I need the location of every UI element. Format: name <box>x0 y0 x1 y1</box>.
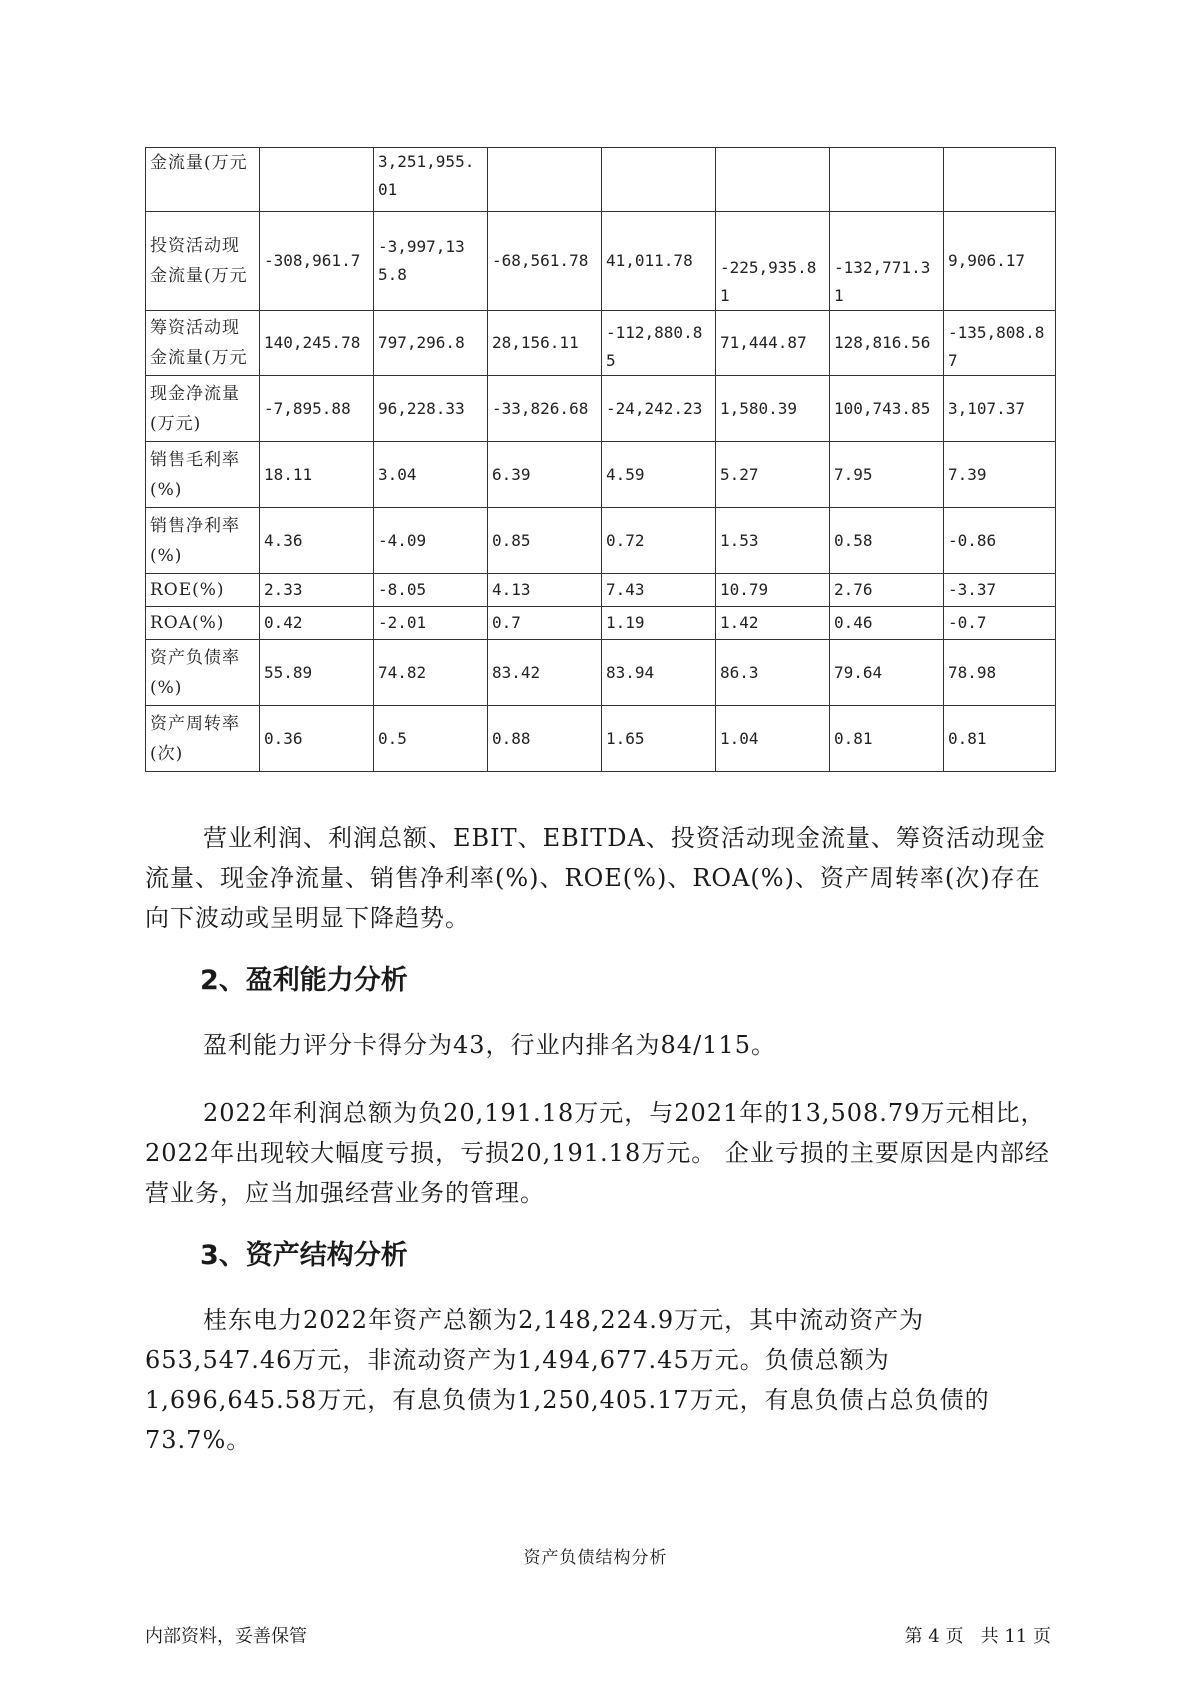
table-cell: 3.04 <box>374 442 488 508</box>
table-row <box>146 607 1056 640</box>
footer-confidential: 内部资料，妥善保管 <box>145 1626 307 1647</box>
table-cell: -7,895.88 <box>260 376 374 442</box>
table-cell: 1.19 <box>602 607 716 640</box>
table-cell: 7.95 <box>830 442 944 508</box>
table-cell: -68,561.78 <box>488 212 602 311</box>
table-cell: 1.04 <box>716 706 830 772</box>
table-cell: 28,156.11 <box>488 311 602 376</box>
table-cell: 0.81 <box>944 706 1056 772</box>
table-cell: 0.72 <box>602 508 716 574</box>
table-cell: -308,961.7 <box>260 212 374 311</box>
table-cell: -135,808.87 <box>944 311 1056 376</box>
table-cell: 7.43 <box>602 574 716 607</box>
table-cell: 5.27 <box>716 442 830 508</box>
table-cell: 1.65 <box>602 706 716 772</box>
table-cell: 3,251,955.01 <box>374 148 488 212</box>
table-cell: 100,743.85 <box>830 376 944 442</box>
table-cell: 96,228.33 <box>374 376 488 442</box>
table-cell: 0.7 <box>488 607 602 640</box>
table-cell: 797,296.8 <box>374 311 488 376</box>
table-cell: 71,444.87 <box>716 311 830 376</box>
row-label: 销售毛利率(%) <box>146 442 260 508</box>
table-row <box>146 311 1056 376</box>
table-cell: 9,906.17 <box>944 212 1056 311</box>
table-cell: -3.37 <box>944 574 1056 607</box>
table-cell: 2.76 <box>830 574 944 607</box>
row-label: ROE(%) <box>146 574 260 607</box>
financial-indicators-table <box>145 147 1056 772</box>
table-cell: 1,580.39 <box>716 376 830 442</box>
table-cell: 78.98 <box>944 640 1056 706</box>
table-cell: 0.58 <box>830 508 944 574</box>
row-label: 筹资活动现金流量(万元 <box>146 311 260 376</box>
table-cell <box>830 148 944 212</box>
table-cell: 4.36 <box>260 508 374 574</box>
table-cell <box>944 148 1056 212</box>
table-cell <box>488 148 602 212</box>
table-cell: 41,011.78 <box>602 212 716 311</box>
table-cell: 4.59 <box>602 442 716 508</box>
table-cell: 140,245.78 <box>260 311 374 376</box>
table-cell: 10.79 <box>716 574 830 607</box>
table-cell: -112,880.85 <box>602 311 716 376</box>
profitability-score-paragraph: 盈利能力评分卡得分为43，行业内排名为84/115。 <box>203 1031 776 1059</box>
table-cell: 0.42 <box>260 607 374 640</box>
table-row <box>146 212 1056 311</box>
table-cell: -4.09 <box>374 508 488 574</box>
table-cell: 55.89 <box>260 640 374 706</box>
table-cell: 79.64 <box>830 640 944 706</box>
table-cell: 0.81 <box>830 706 944 772</box>
row-label: ROA(%) <box>146 607 260 640</box>
row-label: 金流量(万元 <box>146 148 260 212</box>
table-cell: 2.33 <box>260 574 374 607</box>
row-label: 现金净流量(万元) <box>146 376 260 442</box>
table-cell: -225,935.81 <box>716 212 830 311</box>
table-row <box>146 148 1056 212</box>
table-cell: -132,771.31 <box>830 212 944 311</box>
table-row <box>146 640 1056 706</box>
row-label: 资产负债率(%) <box>146 640 260 706</box>
table-row <box>146 442 1056 508</box>
table-cell: -3,997,135.8 <box>374 212 488 311</box>
table-cell: 0.85 <box>488 508 602 574</box>
table-cell: 7.39 <box>944 442 1056 508</box>
section-heading-profitability: 2、盈利能力分析 <box>200 965 408 996</box>
table-cell: 1.53 <box>716 508 830 574</box>
table-cell: -0.7 <box>944 607 1056 640</box>
table-cell: -8.05 <box>374 574 488 607</box>
table-cell: 128,816.56 <box>830 311 944 376</box>
table-cell: 18.11 <box>260 442 374 508</box>
footer-page-number: 第 4 页 共 11 页 <box>904 1626 1051 1647</box>
section-heading-asset-structure: 3、资产结构分析 <box>200 1240 408 1271</box>
table-cell: 3,107.37 <box>944 376 1056 442</box>
table-cell: 83.94 <box>602 640 716 706</box>
table-cell: 4.13 <box>488 574 602 607</box>
table-cell: -0.86 <box>944 508 1056 574</box>
table-cell <box>602 148 716 212</box>
table-row <box>146 376 1056 442</box>
asset-structure-paragraph: 桂东电力2022年资产总额为2,148,224.9万元，其中流动资产为653,547.46万元，非流动资产为1,494,677.45万元。负债总额为1,696,645.58万元，有息负债为1,250,405.17万元，有息负债占总负债的73.7%。 <box>145 1306 990 1454</box>
row-label: 投资活动现金流量(万元 <box>146 212 260 311</box>
trend-paragraph: 营业利润、利润总额、EBIT、EBITDA、投资活动现金流量、筹资活动现金流量、现金净流量、销售净利率(%)、ROE(%)、ROA(%)、资产周转率(次)存在向下波动或呈明显下降趋势。 <box>145 824 1046 932</box>
table-cell: -24,242.23 <box>602 376 716 442</box>
row-label: 资产周转率(次) <box>146 706 260 772</box>
table-cell: 86.3 <box>716 640 830 706</box>
table-row <box>146 508 1056 574</box>
table-cell: -2.01 <box>374 607 488 640</box>
table-cell <box>716 148 830 212</box>
profit-paragraph: 2022年利润总额为负20,191.18万元，与2021年的13,508.79万元相比，2022年出现较大幅度亏损，亏损20,191.18万元。 企业亏损的主要原因是内部经营业务，应当加强经营业务的管理。 <box>145 1099 1050 1207</box>
table-row <box>146 706 1056 772</box>
table-cell: 83.42 <box>488 640 602 706</box>
table-cell: 0.36 <box>260 706 374 772</box>
table-cell: 0.5 <box>374 706 488 772</box>
table-cell: 1.42 <box>716 607 830 640</box>
table-cell: -33,826.68 <box>488 376 602 442</box>
figure-caption: 资产负债结构分析 <box>523 1548 668 1568</box>
row-label: 销售净利率(%) <box>146 508 260 574</box>
table-row <box>146 574 1056 607</box>
table-cell: 0.46 <box>830 607 944 640</box>
table-cell: 0.88 <box>488 706 602 772</box>
table-cell: 74.82 <box>374 640 488 706</box>
table-cell <box>260 148 374 212</box>
table-cell: 6.39 <box>488 442 602 508</box>
